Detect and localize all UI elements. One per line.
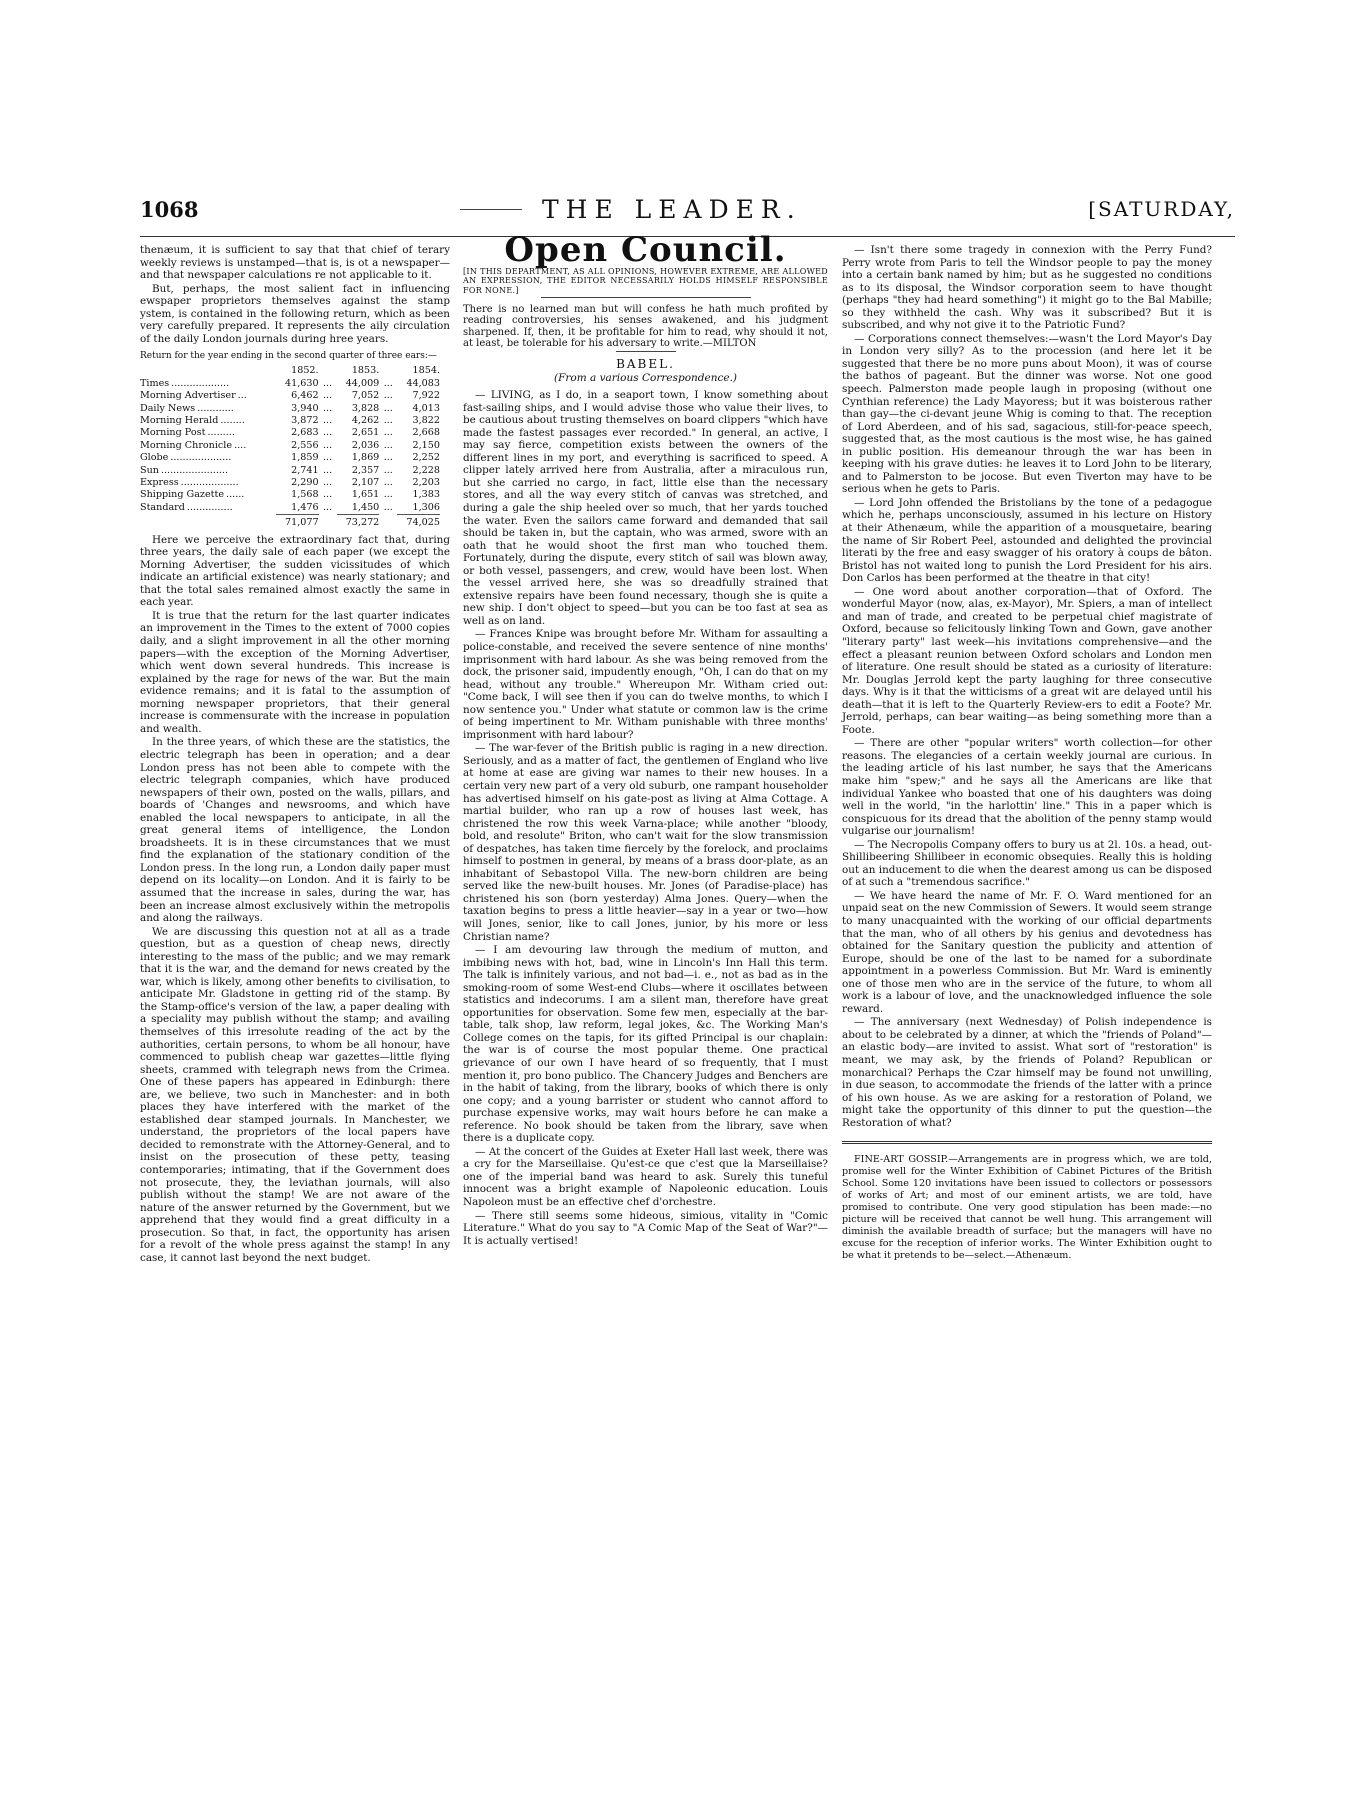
table-row (140, 440, 440, 452)
paragraph: — LIVING, as I do, in a seaport town, I know something about fast-sailing ships, and I would advise those who value their lives, to be cautious about trusting themselves on board clippers "which have made the fastest passages ever recorded." In general, an active, I may say fierce, competition exists between the owners of the different lines in my port, and everything is sacrificed to speed. A clipper lately arrived here from Australia, after a miraculous run, but she carried no cargo, in fact, little else than the necessary stores, and all the way every stitch of canvas was stretched, and during a gale the ship heeled over so much, that her yards touched the water. Even the sailors came forward and demanded that sail should be taken in, but the captain, who was armed, swore with an oath that he would shoot the first man who touched them. Fortunately, during the dispute, every stitch of sail was blown away, or both vessel, passengers, and crew, would have been lost. When the vessel arrived here, she was so dreadfully strained that extensive repairs have been found necessary, though she is quite a new ship. I don't object to speed—but you can be too fast at sea as well as on land. (463, 389, 829, 627)
value-cell: 44,083 (406, 377, 440, 389)
separator: ... (383, 402, 393, 414)
paragraph: — I am devouring law through the medium of mutton, and imbibing news with hot, bad, wine in Lincoln's Inn Hall this term. The talk is infinitely various, and not bad—i. e., not as bad as in the smoking-room of some West-end Clubs—where it oscillates between statistics and indecorums. I am a silent man, therefore have great opportunities for observation. Some few men, especially at the bar-table, talk shop, law reform, legal jokes, &c. The Working Man's College comes on the tapis, for its gifted Principal is our chaplain: the war is of course the most popular theme. One practical grievance of our own I have heard of so frequently, that I must mention it, pro bono publico. The Chancery Judges and Benchers are in the habit of taking, from the library, books of which there is only one copy; and a young barrister or student who cannot afford to purchase expensive works, may wait hours before he can make a reference. No book should be taken from the library, save when there is a duplicate copy. (463, 944, 828, 1145)
value-cell: 2,741 (291, 464, 319, 476)
name-cell (140, 403, 276, 415)
separator: ... (323, 464, 333, 476)
separator: ... (383, 489, 393, 501)
value-cell: 44,009 (345, 377, 380, 389)
paragraph: — There are other "popular writers" worth collection—for other reasons. The elegancies of a certain weekly journal are curious. In the leading article of his last number, he says that the Americans make him "spew;" and he says all the Americans are like that individual Yankee who boasted that one of his daughters was doing well in the world, "in the harlottin' line." This in a paper which is conspicuous for its dread that the abolition of the penny stamp would vulgarise our journalism! (842, 737, 1212, 838)
value-cell: 1,568 (291, 489, 319, 501)
total-value: 74,025 (397, 515, 440, 530)
table-row (140, 427, 440, 439)
paragraph: — At the concert of the Guides at Exeter Hall last week, there was a cry for the Marseillaise. Qu'est-ce que c'est que la Marseillaise? one of the imperial band was heard to ask. Surely this tuneful innocent was a bright example of Napoleonic education. Louis Napoleon must be an effective chef d'orchestre. (463, 1145, 828, 1209)
value-cell: 41,630 (285, 377, 319, 389)
total-value: 71,077 (276, 515, 319, 530)
value-cell: 2,107 (351, 477, 380, 489)
paper-name: Globe (140, 452, 169, 464)
total-value: 73,272 (337, 515, 380, 530)
paper-name: Daily News (140, 402, 196, 414)
table-row (140, 477, 440, 489)
separator: ... (383, 390, 393, 402)
table-row (140, 502, 440, 515)
section-title: Open Council. (504, 230, 787, 270)
separator: ... (323, 489, 333, 501)
paragraph: — One word about another corporation—that of Oxford. The wonderful Mayor (now, alas, ex-Mayor), Mr. Spiers, a man of intellect and man of trade, and created to be perpetual chief magistrate of Oxford, because so felicitously linking Town and Gown, gave another "literary party" last week—his invitations comprehensive—and the effect a pleasant reunion between Oxford scholars and London men of literature. One result should be stated as a curiosity of literature: Mr. Douglas Jerrold kept the party laughing for three consecutive days. Why is it that the witticisms of a great wit are delayed until his death—that it is left to the Quarterly Review-ers to edit a Foote? Mr. Jerrold, perhaps, can bear waiting—as being something more than a Foote. (842, 585, 1212, 736)
paragraph: — Corporations connect themselves:—wasn't the Lord Mayor's Day in London very silly? As to the procession (and here let it be suggested that there be no more puns about Moon), it was of course the bathos of pageant. But the dinner was worse. Not one good speech. Palmerston made people laugh in proposing (without one Cynthian reference) the Lady Mayoress; but it was boisterous rather than gay—the ci-devant jeune Whig is coming to that. The reception of Lord Aberdeen, and of his sad, sagacious, still-for-peace speech, suggested that, as the most cautious is the most wise, he has gained in public position. His demeanour through the war has been in keeping with his grave duties: he leaves it to Lord John to be literary, and to Palmerston to be jocose. But even Tiverton may have to be serious when he gets to Paris. (842, 332, 1212, 496)
name-cell (140, 502, 276, 515)
name-cell (140, 489, 276, 501)
table-row (140, 452, 440, 464)
leader-dots: ... (237, 390, 247, 402)
separator: ... (323, 402, 333, 414)
value-cell: 2,036 (351, 439, 380, 451)
separator: ... (383, 377, 393, 389)
paragraph: — We have heard the name of Mr. F. O. Ward mentioned for an unpaid seat on the new Commission of Sewers. It would seem strange to many unacquainted with the working of our official departments that the man, who of all others by his genius and devotedness has obtained for the Sanitary question the publicity and attention of Europe, should be one of the last to be named for a subordinate appointment in a powerless Commission. But Mr. Ward is eminently one of those men who are in the service of the future, to whom all work is a labour of love, and the unacknowledged influence the sole reward. (842, 889, 1213, 1015)
name-cell (140, 452, 276, 464)
value-cell: 7,922 (412, 390, 440, 402)
column-middle (463, 230, 829, 1248)
value-cell: 2,651 (351, 427, 380, 439)
paper-name: Morning Chronicle (140, 439, 233, 451)
value-cell: 1,869 (351, 452, 380, 464)
name-cell (140, 477, 276, 489)
value-cell: 6,462 (291, 390, 319, 402)
value-cell: 1,450 (351, 501, 380, 513)
value-cell: 2,668 (412, 427, 440, 439)
separator: ... (383, 452, 393, 464)
value-cell: 3,828 (351, 402, 380, 414)
paragraph: — The war-fever of the British public is raging in a new direction. Seriously, and as a matter of fact, the gentlemen of England who live at home at ease are giving war names to their new houses. In a certain very new part of a very old suburb, one rampant householder has advertised himself on his gate-post as living at Alma Cottage. A martial builder, who ran up a row of houses last week, has christened the row this week Varna-place; while another "bloody, bold, and resolute" Briton, who can't wait for the slow transmission of despatches, has taken time fiercely by the forelock, and proclaims himself to postmen in general, by means of a brass door-plate, as an inhabitant of Sebastopol Villa. The new-born children are being served like the new-built houses. Mr. Jones (of Paradise-place) has christened his son (born yesterday) Alma Jones. Query—when the taxation begins to press a little heavier—say in a year or two—how will Jones, senior, like to call Jones, junior, by his more or less Christian name? (463, 742, 828, 943)
paragraph: — The anniversary (next Wednesday) of Polish independence is about to be celebrated by a dinner, at which the "friends of Poland"—an elastic body—are invited to assist. What sort of "restoration" is meant, we may ask, by the friends of Poland? Republican or monarchical? Perhaps the Czar himself may be found not unwilling, in due season, to accommodate the friends of the latter with a prince of his own house. As we are asking for a restoration of Poland, we might take the opportunity of this dinner to put the question—the Restoration of what? (842, 1016, 1212, 1129)
page-header (140, 195, 1235, 231)
separator: ... (383, 464, 393, 476)
paragraph: It is true that the return for the last quarter indicates an improvement in the Times to the extent of 7000 copies daily, and a slight improvement in all the other morning papers—with the exception of the Morning Advertiser, which went down several hundreds. This increase is explained by the rage for news of the war. But the main evidence remains; and it is fatal to the assumption of morning newspaper proprietors, that their general increase is commensurate with the increase in population and wealth. (140, 609, 450, 735)
separator: ... (383, 477, 393, 489)
leader-dots: ........ (220, 415, 245, 426)
table-row (140, 415, 440, 427)
leader-dots: ............... (186, 502, 233, 514)
paragraph: — There still seems some hideous, simious, vitality in "Comic Literature." What do you say to "A Comic Map of the Seat of War?"—It is actually vertised! (463, 1209, 828, 1247)
table-row (140, 378, 440, 390)
value-cell: 3,822 (412, 415, 440, 426)
value-cell: 1,651 (351, 489, 380, 501)
paragraph: — Frances Knipe was brought before Mr. Witham for assaulting a police-constable, and received the severe sentence of nine months' imprisonment with hard labour. As she was being removed from the dock, the prisoner said, impudently enough, "Oh, I can do that on my head, without any trouble." Whereupon Mr. Witham cried out: "Come back, I will see then if you can do twelve months, to which I now sentence you." Under what statute or common law is the crime of being impertinent to Mr. Witham punishable with three months' imprisonment with hard labour? (463, 628, 828, 741)
value-cell: 4,262 (351, 415, 380, 426)
leader-dots: ................... (171, 377, 230, 389)
name-cell (140, 390, 276, 402)
separator: ... (383, 439, 393, 451)
name-cell (140, 465, 276, 477)
value-cell: 3,872 (291, 415, 319, 426)
separator: ... (323, 427, 333, 439)
divider (616, 351, 676, 352)
paper-name: Shipping Gazette (140, 489, 225, 501)
divider (541, 297, 751, 298)
value-cell: 7,052 (351, 390, 380, 402)
leader-dots: .................... (170, 452, 232, 464)
paragraph: But, perhaps, the most salient fact in influencing ewspaper proprietors themselves against the stamp ystem, is contained in the following return, which as been very carefully prepared. It represents the aily circulation of the daily London journals during hree years. (140, 282, 450, 345)
value-cell: 1,476 (291, 501, 319, 513)
paper-name: Morning Post (140, 427, 206, 439)
value-cell: 1,383 (412, 489, 440, 501)
name-cell (140, 440, 276, 452)
publication-title: THE LEADER. (542, 195, 802, 224)
leader-dots: ...... (226, 489, 245, 501)
paragraph: — Isn't there some tragedy in connexion with the Perry Fund? Perry wrote from Paris to tell the Windsor people to pay the money into a certain bank named by him; but as he suggested no conditions as to its disposal, the Windsor corporation seem to have thought (perhaps "they had heard something") it might go to the Bal Mabille; so they withheld the cash. Why was it subscribed? But it is subscribed, and why not give it to the Patriotic Fund? (842, 244, 1212, 332)
separator: ... (323, 439, 333, 451)
article-heading: BABEL. (616, 356, 675, 371)
paper-name: Sun (140, 464, 159, 476)
table-header-row (140, 365, 440, 377)
paper-name: Express (140, 477, 179, 489)
paragraph: In the three years, of which these are the statistics, the electric telegraph has been in operation; and a dear London press has not been able to compete with the electric telegraph companies, which have produced newspapers of their own, posted on the walls, pillars, and boards of 'Changes and newsrooms, and which have enabled the local newspapers to anticipate, in all the great general items of intelligence, the London broadsheets. It is in these circumstances that we must find the explanation of the stationary condition of the London press. In the long run, a London daily paper must depend on its locality—on London. And it is fairly to be assumed that the increase in sales, during the war, has been an increase almost exclusively within the metropolis and along the railways. (140, 736, 450, 925)
separator: ... (323, 390, 333, 402)
separator: ... (323, 477, 333, 489)
section-divider (842, 1141, 1212, 1144)
paragraph: Here we perceive the extraordinary fact that, during three years, the daily sale of each paper (we except the Morning Advertiser, the sudden vicissitudes of which indicate an artificial existence) was nearly stationary; and that the total sales remained almost exactly the same in each year. (140, 533, 450, 609)
table-caption: Return for the year ending in the second quarter of three ears:— (140, 351, 437, 362)
leader-dots: ......... (207, 427, 235, 439)
leader-dots: ................... (180, 477, 239, 489)
separator: ... (383, 427, 393, 439)
table-row (140, 403, 440, 415)
circulation-table (140, 365, 440, 529)
column-left (140, 244, 450, 1265)
paper-name: Morning Advertiser (140, 390, 236, 402)
value-cell: 2,203 (412, 477, 440, 489)
table-row (140, 390, 440, 402)
fine-art-gossip: FINE-ART GOSSIP.—Arrangements are in progress which, we are told, promise well for the Winter Exhibition of Cabinet Pictures of the British School. Some 120 invitations have been issued to collectors or possessors of works of Art; and most of our eminent artists, we are told, have promised to contribute. One very good stipulation has been made:—no picture will be received that cannot be well hung. This arrangement will diminish the available breadth of surface; but the managers will have no excuse for the reception of inferior works. The Winter Exhibition ought to be what it pretends to be—select.—Athenæum. (842, 1154, 1212, 1262)
value-cell: 1,859 (291, 452, 319, 464)
paragraph: We are discussing this question not at all as a trade question, but as a question of cheap news, directly interesting to the mass of the public; and we may remark that it is the war, and the demand for news created by the war, which is likely, among other benefits to civilisation, to anticipate Mr. Gladstone in getting rid of the stamp. By the Stamp-office's version of the law, a paper dealing with a speciality may publish without the stamp; and availing themselves of this irresolute reading of the act by the authorities, certain persons, to whom be all honour, have commenced to publish cheap war gazettes—little flying sheets, crammed with telegraph news from the Crimea. One of these papers has appeared in Edinburgh: there are, we believe, two such in Manchester: and in both places they have interfered with the market of the established dear stamped journals. In Manchester, we understand, the proprietors of the local papers have decided to remonstrate with the Attorney-General, and to insist on the prosecution of these petty, teasing contemporaries; intimating, that if the Government does not prosecute, they, the leviathan journals, will also publish without the stamp! We are not aware of the nature of the answer returned by the Government, but we apprehend that they would find a great difficulty in a prosecution. So that, in fact, the opportunity has arisen for a revolt of the whole press against the stamp! In any case, it cannot last beyond the next budget. (140, 925, 450, 1264)
paper-name: Times (140, 377, 170, 389)
value-cell: 2,556 (291, 439, 319, 451)
year-header: 1853. (351, 365, 380, 377)
value-cell: 2,150 (412, 439, 440, 451)
leader-dots: .... (234, 439, 247, 451)
paragraph: — The Necropolis Company offers to bury us at 2l. 10s. a head, out-Shillibeering Shillibeer in economic obsequies. Really this is holding out an inducement to die when the dearest among us can be disposed of at such a "tremendous sacrifice." (842, 838, 1212, 889)
article-subheading: (From a various Correspondence.) (553, 372, 738, 385)
table-row (140, 489, 440, 501)
separator: ... (323, 377, 333, 389)
leader-dots: ............ (197, 402, 234, 414)
value-cell: 2,290 (291, 477, 319, 489)
value-cell: 2,357 (351, 464, 380, 476)
name-cell (140, 415, 276, 427)
paper-name: Standard (140, 502, 185, 514)
value-cell: 3,940 (291, 402, 319, 414)
value-cell: 2,683 (291, 427, 319, 439)
separator: ... (383, 415, 393, 426)
name-cell (140, 378, 276, 390)
value-cell: 2,252 (412, 452, 440, 464)
value-cell: 2,228 (412, 464, 440, 476)
table-row (140, 465, 440, 477)
separator: ... (323, 415, 333, 426)
value-cell: 4,013 (412, 402, 440, 414)
paper-name: Morning Herald (140, 415, 219, 426)
paragraph: — Lord John offended the Bristolians by the tone of a pedagogue which he, perhaps unconsciously, assumed in his lecture on History at their Athenæum, while the apparition of a mousquetaire, bearing the name of Sir Robert Peel, astounded and delighted the provincial literati by the free and easy swagger of his oratory à coups de bâton. Bristol has not waited long to punish the Lord President for his airs. Don Carlos has been performed at the theatre in that city! (842, 496, 1212, 585)
page-number: 1068 (140, 197, 199, 222)
column-right (842, 244, 1212, 1263)
epigraph: There is no learned man but will confess he hath much profited by reading controversies, his senses awakened, and his judgment sharpened. If, then, it be profitable for him to read, why should it not, at least, be tolerable for his adversary to write.—MILTON (463, 303, 828, 350)
name-cell (140, 427, 276, 439)
separator: ... (323, 502, 333, 514)
year-header: 1852. (291, 365, 319, 377)
paragraph: thenæum, it is sufficient to say that that chief of terary weekly reviews is unstamped—that is, is ot a newspaper—and that newspaper calculations re not applicable to it. (140, 244, 450, 282)
separator: ... (323, 452, 333, 464)
year-header: 1854. (412, 365, 440, 377)
issue-day: [SATURDAY, (1088, 197, 1235, 221)
separator: ... (383, 502, 393, 514)
leader-dots: ...................... (160, 464, 229, 476)
table-totals-row (140, 515, 440, 530)
editor-note: [IN THIS DEPARTMENT, AS ALL OPINIONS, HOWEVER EXTREME, ARE ALLOWED AN EXPRESSION, THE EDITOR NECESSARILY HOLDS HIMSELF RESPONSIBLE FOR NONE.] (463, 266, 828, 296)
value-cell: 1,306 (412, 501, 440, 513)
